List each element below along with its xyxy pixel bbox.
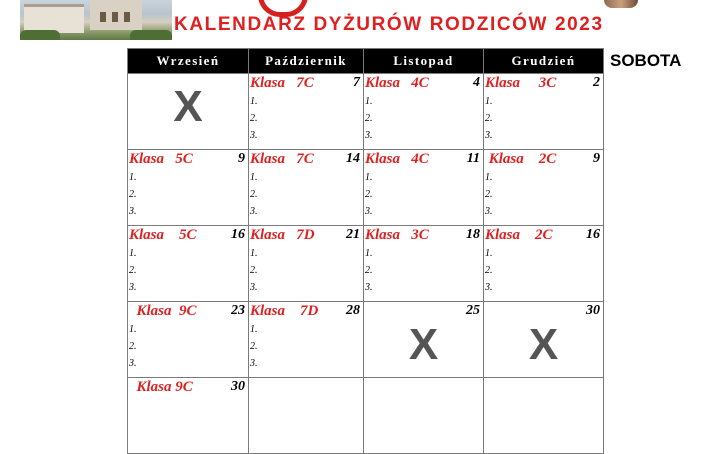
page-title: KALENDARZ DYŻURÓW RODZICÓW 2023 (174, 14, 604, 35)
parent-slot[interactable]: 1. (129, 172, 137, 183)
unavailable-mark: X (528, 320, 559, 369)
parent-slot[interactable]: 3. (485, 282, 493, 293)
calendar-cell (128, 226, 249, 302)
month-header: Listopad (364, 49, 484, 74)
calendar-cell (249, 378, 364, 454)
calendar-cell (128, 74, 249, 150)
parent-slot[interactable]: 2. (365, 265, 373, 276)
parent-slot[interactable]: 1. (250, 324, 258, 335)
calendar-cell (128, 378, 249, 454)
class-label: Klasa 9C (129, 303, 197, 319)
parent-slots (364, 93, 483, 144)
calendar-cell (128, 302, 249, 378)
parent-slot[interactable]: 1. (250, 172, 258, 183)
parent-slot[interactable]: 1. (485, 248, 493, 259)
class-label: Klasa 2C (485, 227, 553, 243)
calendar-cell (364, 150, 484, 226)
parent-slots (364, 245, 483, 296)
day-number: 30 (231, 379, 245, 394)
class-label: Klasa 5C (129, 227, 197, 243)
parent-slot[interactable]: 3. (365, 206, 373, 217)
day-number: 23 (231, 303, 245, 318)
parent-slot[interactable]: 2. (250, 341, 258, 352)
parent-slot[interactable]: 3. (250, 358, 258, 369)
parent-slot[interactable]: 3. (485, 130, 493, 141)
day-number: 14 (346, 151, 360, 166)
cell-header (249, 227, 363, 245)
calendar-cell (249, 226, 364, 302)
calendar-row (128, 226, 604, 302)
cell-header (364, 227, 483, 245)
bush (20, 30, 60, 40)
calendar-row (128, 378, 604, 454)
class-label: Klasa 4C (365, 75, 429, 91)
calendar-cell (484, 378, 604, 454)
calendar-row (128, 150, 604, 226)
calendar-cell (364, 74, 484, 150)
parent-slot[interactable]: 2. (250, 113, 258, 124)
day-number: 2 (593, 75, 600, 90)
class-label: Klasa 4C (365, 151, 429, 167)
parent-slot[interactable]: 3. (250, 282, 258, 293)
class-label: Klasa 7C (250, 75, 314, 91)
calendar-cell (484, 150, 604, 226)
duty-calendar (127, 48, 604, 454)
parent-slots (249, 245, 363, 296)
parent-slot[interactable]: 2. (250, 189, 258, 200)
parent-slot[interactable]: 1. (485, 96, 493, 107)
month-header-row (128, 49, 604, 74)
day-number: 7 (353, 75, 360, 90)
bush (130, 30, 172, 40)
class-label: Klasa 7D (250, 303, 319, 319)
parent-slot[interactable]: 3. (365, 282, 373, 293)
day-number: 4 (473, 75, 480, 90)
class-label: Klasa 2C (485, 151, 557, 167)
cell-header (484, 151, 603, 169)
parent-slot[interactable]: 3. (250, 206, 258, 217)
day-number: 16 (586, 227, 600, 242)
calendar-cell (484, 74, 604, 150)
calendar-cell (249, 150, 364, 226)
day-number: 18 (466, 227, 480, 242)
parent-slot[interactable]: 1. (365, 172, 373, 183)
calendar-row (128, 74, 604, 150)
month-header: Wrzesień (128, 49, 249, 74)
parent-slot[interactable]: 1. (365, 96, 373, 107)
parent-slot[interactable]: 2. (485, 113, 493, 124)
parent-slot[interactable]: 1. (485, 172, 493, 183)
church-building (24, 4, 84, 33)
parent-slots (249, 321, 363, 372)
parent-slot[interactable]: 1. (365, 248, 373, 259)
parent-slot[interactable]: 3. (250, 130, 258, 141)
cell-header (249, 75, 363, 93)
unavailable-mark: X (173, 82, 203, 131)
class-label: Klasa 3C (365, 227, 429, 243)
church-photo (20, 0, 172, 40)
calendar-cell (484, 302, 604, 378)
month-header: Grudzień (484, 49, 604, 74)
day-number: 9 (593, 151, 600, 166)
calendar-cell (249, 302, 364, 378)
cell-header (364, 151, 483, 169)
cell-header (484, 75, 603, 93)
cell-header (364, 303, 483, 321)
cell-header (364, 75, 483, 93)
class-label: Klasa 9C (129, 379, 193, 395)
parent-slot[interactable]: 3. (129, 358, 137, 369)
day-number: 11 (466, 151, 480, 166)
parent-slot[interactable]: 2. (365, 113, 373, 124)
parent-slot[interactable]: 3. (485, 206, 493, 217)
calendar-cell (364, 302, 484, 378)
month-header: Październik (249, 49, 364, 74)
cell-header (128, 379, 248, 397)
window (124, 12, 130, 22)
parent-slots (364, 169, 483, 220)
cell-header (249, 303, 363, 321)
calendar-cell (249, 74, 364, 150)
parent-slot[interactable]: 2. (485, 189, 493, 200)
parent-slot[interactable]: 1. (250, 96, 258, 107)
parent-slots (128, 245, 248, 296)
parent-slots (484, 169, 603, 220)
parent-slot[interactable]: 3. (365, 130, 373, 141)
day-number: 28 (346, 303, 360, 318)
parent-slot[interactable]: 2. (129, 265, 137, 276)
cell-header (128, 303, 248, 321)
class-label: Klasa 7C (250, 151, 314, 167)
calendar-cell (364, 378, 484, 454)
parent-slot[interactable]: 2. (250, 265, 258, 276)
calendar-cell (128, 150, 249, 226)
unavailable-mark: X (408, 320, 439, 369)
parent-slot[interactable]: 2. (129, 341, 137, 352)
day-number: 30 (586, 303, 600, 318)
day-number: 9 (238, 151, 245, 166)
window (112, 12, 118, 22)
parent-slot[interactable]: 2. (129, 189, 137, 200)
parent-slots (484, 245, 603, 296)
parent-slots (128, 321, 248, 372)
calendar-cell (364, 226, 484, 302)
class-label: Klasa 5C (129, 151, 193, 167)
cell-header (484, 227, 603, 245)
day-number: 16 (231, 227, 245, 242)
window (100, 12, 106, 22)
cell-header (484, 303, 603, 321)
parent-slot[interactable]: 2. (365, 189, 373, 200)
parent-slots (249, 93, 363, 144)
parent-slot[interactable]: 1. (129, 324, 137, 335)
day-number: 25 (466, 303, 480, 318)
parent-slots (128, 169, 248, 220)
parent-slot[interactable]: 1. (250, 248, 258, 259)
parent-slot[interactable]: 2. (485, 265, 493, 276)
cell-header (128, 151, 248, 169)
parent-slot[interactable]: 3. (129, 282, 137, 293)
calendar-cell (484, 226, 604, 302)
cell-header (128, 227, 248, 245)
cell-header (249, 151, 363, 169)
parent-slot[interactable]: 3. (129, 206, 137, 217)
class-label: Klasa 7D (250, 227, 315, 243)
parent-slot[interactable]: 1. (129, 248, 137, 259)
day-number: 21 (346, 227, 360, 242)
weekday-label: SOBOTA (610, 51, 682, 70)
parent-slots (484, 93, 603, 144)
calendar-row (128, 302, 604, 378)
parent-slots (249, 169, 363, 220)
portrait-photo (604, 0, 638, 8)
class-label: Klasa 3C (485, 75, 557, 91)
